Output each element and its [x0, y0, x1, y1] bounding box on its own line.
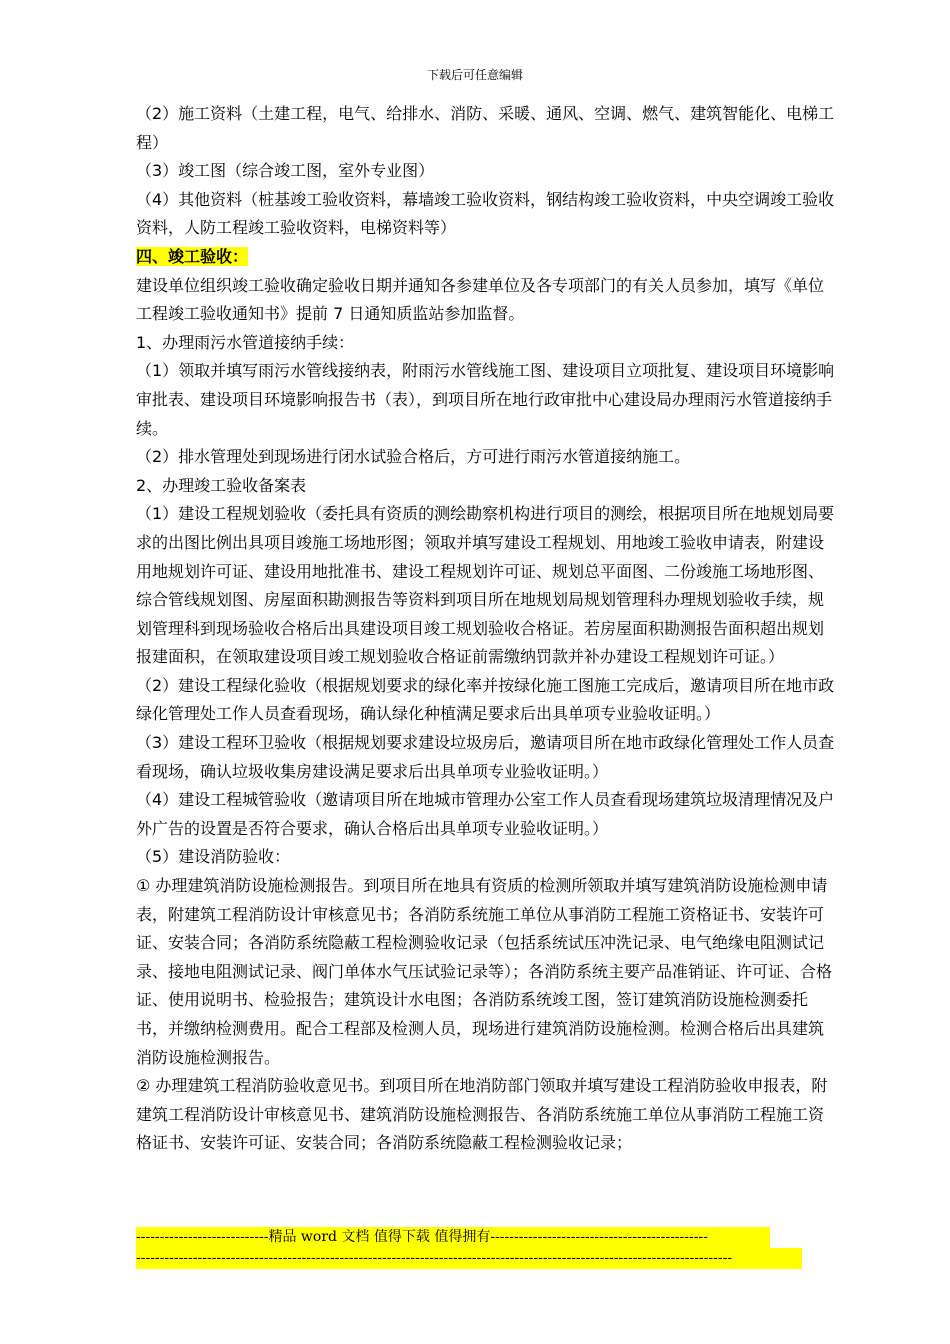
- paragraph-construction-materials: （2）施工资料（土建工程，电气、给排水、消防、采暖、通风、空调、燃气、建筑智能化、电梯工程）: [136, 104, 835, 152]
- highlighted-heading: 四、竣工验收：: [136, 246, 249, 266]
- paragraph-planning-acceptance: （1）建设工程规划验收（委托具有资质的测绘勘察机构进行项目的测绘，根据项目所在地规划局要求的出图比例出具项目竣施工场地形图；领取并填写建设工程规划、用地竣工验收申请表，附建设用地规划许可证、建设用地批准书、建设工程规划许可证、规划总平面图、二份竣施工场地形图、综合管线规划图、房屋面积勘测报告等资料到项目所在地规划局规划管理科办理规划验收手续，规划管理科到现场验收合格后出具建设项目竣工规划验收合格证。若房屋面积勘测报告面积超出规划报建面积，在领取建设项目竣工规划验收合格证前需缴纳罚款并补办建设工程规划许可证。）: [136, 504, 835, 667]
- paragraph-stormwater-heading: 1、办理雨污水管道接纳手续：: [136, 332, 355, 352]
- paragraph-urban-management-acceptance: （4）建设工程城管验收（邀请项目所在地城市管理办公室工作人员查看现场建筑垃圾清理情况及户外广告的设置是否符合要求，确认合格后出具单项专业验收证明。）: [136, 790, 835, 838]
- paragraph-filing-heading: 2、办理竣工验收备案表: [136, 475, 307, 495]
- page-header: 下载后可任意编辑: [426, 68, 523, 82]
- document-body: [136, 100, 836, 1158]
- paragraph-sanitation-acceptance: （3）建设工程环卫验收（根据规划要求建设垃圾房后，邀请项目所在地市政绿化管理处工作人员查看现场，确认垃圾收集房建设满足要求后出具单项专业验收证明。）: [136, 733, 835, 781]
- paragraph-fire-acceptance-heading: （5）建设消防验收：: [136, 847, 291, 867]
- page-footer: [136, 1227, 816, 1269]
- footer-banner-line: ----------------------------精品 word 文档 值得下载 值得拥有----------------------------------------------: [136, 1227, 770, 1248]
- paragraph-fire-detection-report: ① 办理建筑消防设施检测报告。到项目所在地具有资质的检测所领取并填写建筑消防设施检测申请表，附建筑工程消防设计审核意见书；各消防系统施工单位从事消防工程施工资格证书、安装许可证、安装合同；各消防系统隐蔽工程检测验收记录（包括系统试压冲洗记录、电气绝缘电阻测试记录、接地电阻测试记录、阀门单体水气压试验记录等）；各消防系统主要产品准销证、许可证、合格证、使用说明书、检验报告；建筑设计水电图；各消防系统竣工图，签订建筑消防设施检测委托书，并缴纳检测费用。配合工程部及检测人员，现场进行建筑消防设施检测。检测合格后出具建筑消防设施检测报告。: [136, 876, 833, 1067]
- paragraph-fire-acceptance-opinion: ② 办理建筑工程消防验收意见书。到项目所在地消防部门领取并填写建设工程消防验收申报表，附建筑工程消防设计审核意见书、建筑消防设施检测报告、各消防系统施工单位从事消防工程施工资格证书、安装许可证、安装合同；各消防系统隐蔽工程检测验收记录；: [136, 1076, 828, 1153]
- section-heading-completion-acceptance: [136, 243, 836, 272]
- paragraph-stormwater-step-2: （2）排水管理处到现场进行闭水试验合格后，方可进行雨污水管道接纳施工。: [136, 447, 691, 467]
- paragraph-as-built-drawings: （3）竣工图（综合竣工图，室外专业图）: [136, 161, 435, 181]
- paragraph-stormwater-step-1: （1）领取并填写雨污水管线接纳表，附雨污水管线施工图、建设项目立项批复、建设项目环境影响审批表、建设项目环境影响报告书（表），到项目所在地行政审批中心建设局办理雨污水管道接纳手续。: [136, 361, 835, 438]
- footer-dash-line: ------------------------------------------------------------------------------------------------------------------------------: [136, 1248, 802, 1269]
- paragraph-acceptance-organization: 建设单位组织竣工验收确定验收日期并通知各参建单位及各专项部门的有关人员参加，填写《单位工程竣工验收通知书》提前 7 日通知质监站参加监督。: [136, 275, 825, 324]
- paragraph-greening-acceptance: （2）建设工程绿化验收（根据规划要求的绿化率并按绿化施工图施工完成后，邀请项目所在地市政绿化管理处工作人员查看现场，确认绿化种植满足要求后出具单项专业验收证明。）: [136, 675, 835, 724]
- paragraph-other-materials: （4）其他资料（桩基竣工验收资料，幕墙竣工验收资料，钢结构竣工验收资料，中央空调竣工验收资料，人防工程竣工验收资料，电梯资料等）: [136, 189, 835, 238]
